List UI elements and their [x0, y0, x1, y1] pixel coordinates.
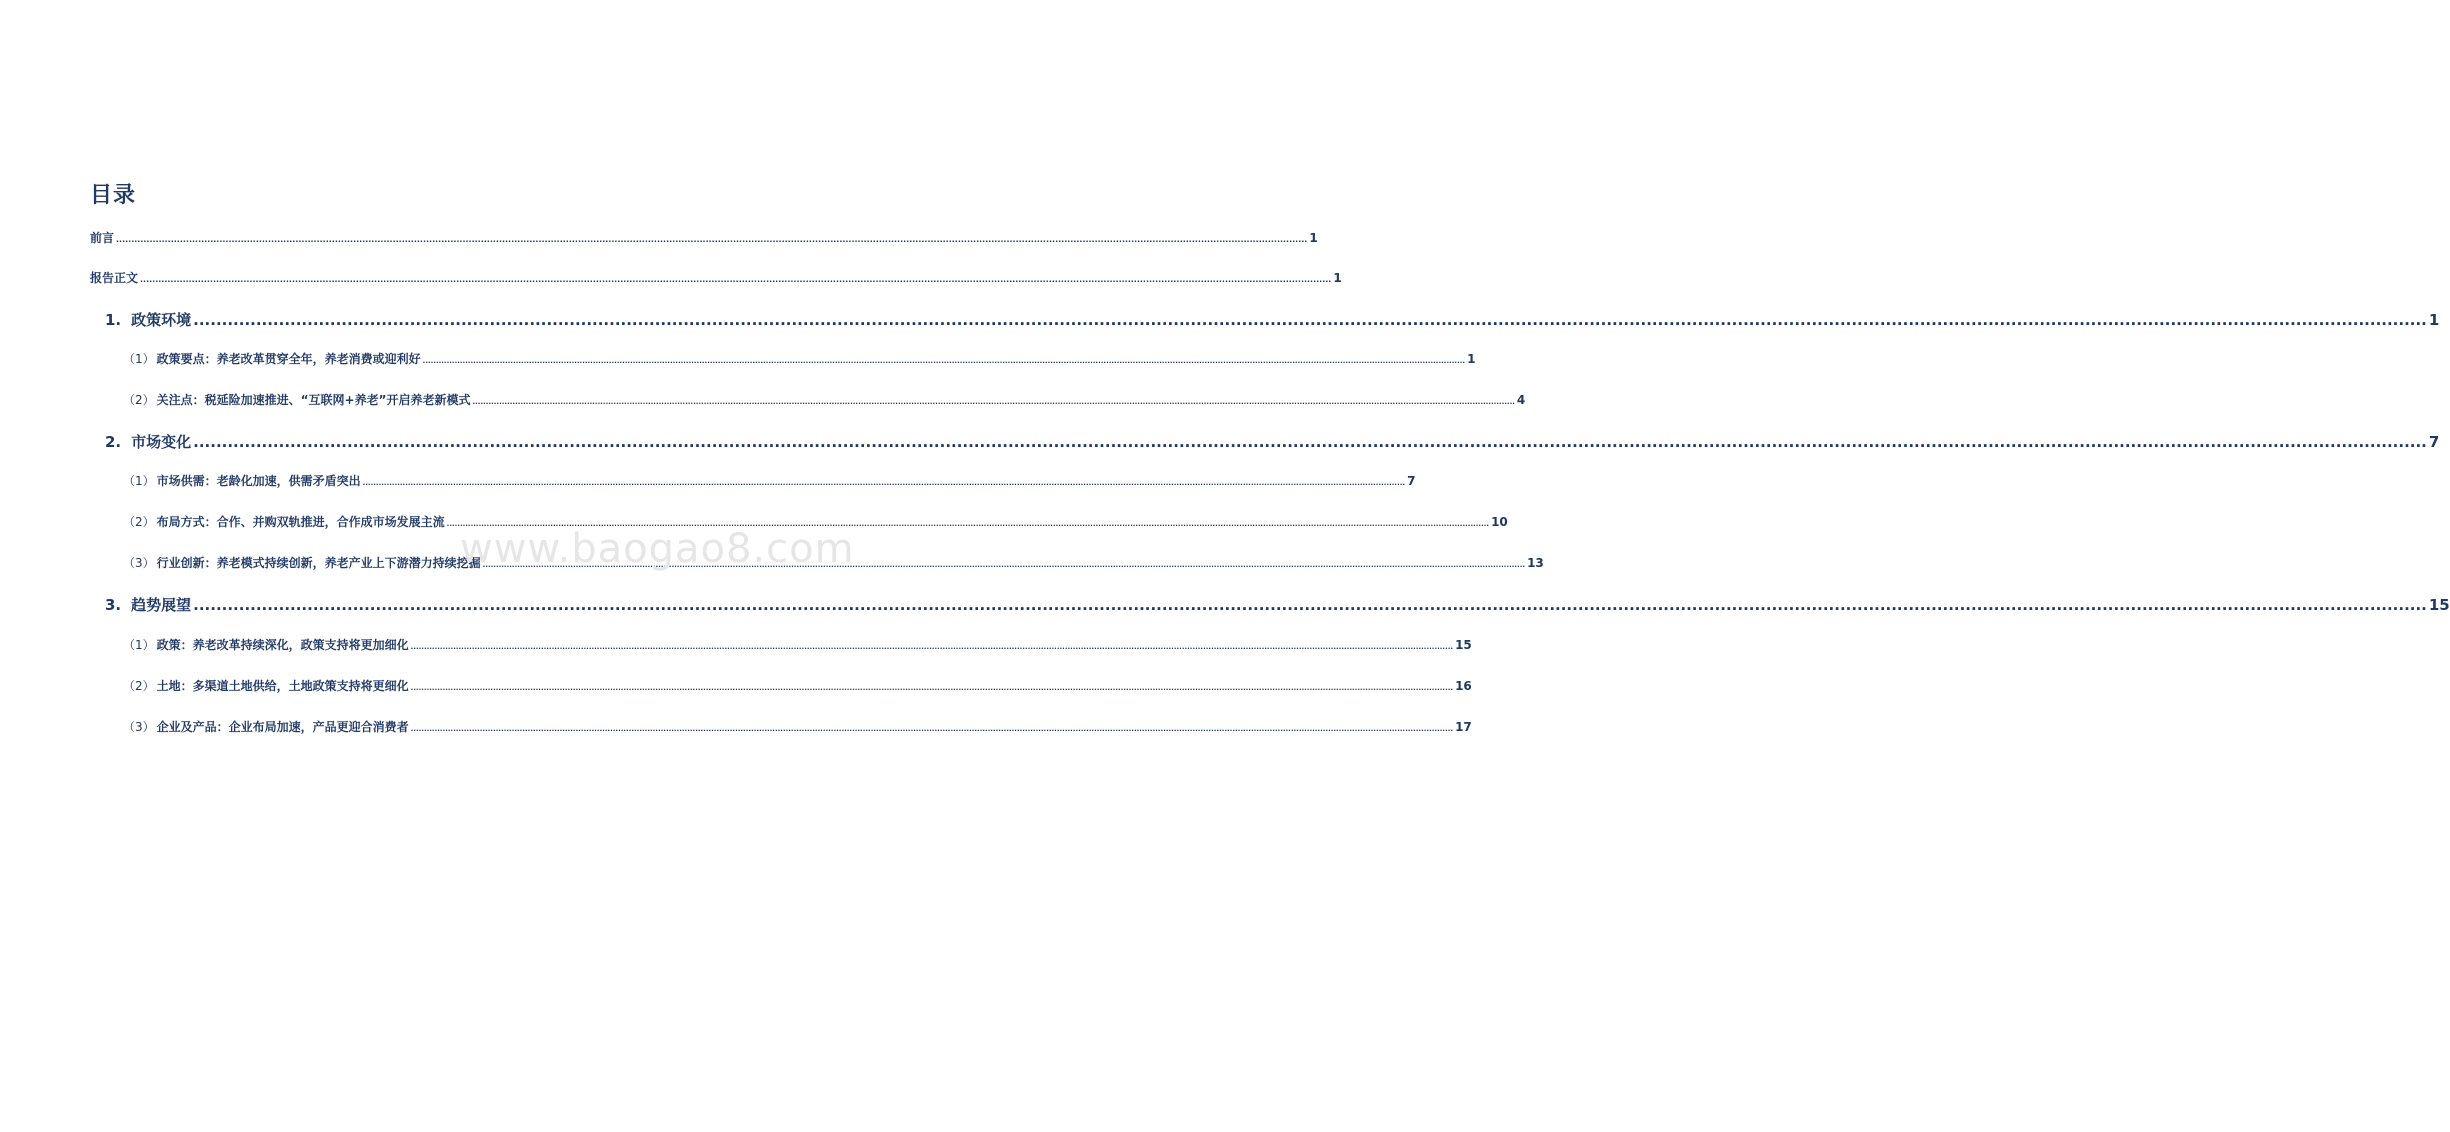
- toc-leader-dots: [363, 479, 1405, 487]
- toc-subsection-number: （1）: [123, 638, 155, 652]
- toc-leader-dots: [193, 433, 2427, 451]
- toc-leader-dots: [411, 684, 1453, 692]
- toc-title: 目录: [90, 183, 137, 208]
- toc-page-number: 15: [2428, 596, 2450, 614]
- toc-entry-label: 前言: [90, 231, 115, 245]
- toc-subsection-number: （2）: [123, 515, 155, 529]
- toc-entry-label: 行业创新：养老模式持续创新，养老产业上下游潜力持续挖掘: [156, 556, 481, 570]
- toc-page-number: 15: [1455, 638, 1472, 652]
- toc-page-number: 10: [1491, 515, 1508, 529]
- toc-entry-label: 政策：养老改革持续深化，政策支持将更加细化: [156, 638, 409, 652]
- toc-leader-dots: [423, 357, 1465, 365]
- toc-entry-section-2[interactable]: [105, 431, 2440, 452]
- toc-entry-3-1[interactable]: [123, 636, 1472, 653]
- toc-leader-dots: [193, 311, 2427, 329]
- toc-leader-dots: [116, 235, 1307, 244]
- toc-entry-report-body[interactable]: [90, 269, 1342, 286]
- toc-entry-1-2[interactable]: [123, 391, 1526, 408]
- toc-leader-dots: [411, 643, 1453, 651]
- toc-page-number: 1: [1309, 231, 1318, 245]
- toc-entry-label: 市场变化: [131, 433, 192, 451]
- toc-page-number: 1: [1333, 271, 1342, 285]
- toc-entry-label: 政策环境: [131, 311, 192, 329]
- toc-entry-label: 政策要点：养老改革贯穿全年，养老消费或迎利好: [156, 352, 421, 366]
- toc-section-number: 1.: [105, 311, 122, 329]
- toc-subsection-number: （2）: [123, 679, 155, 693]
- toc-page-number: 16: [1455, 679, 1472, 693]
- toc-entry-label: 趋势展望: [131, 596, 192, 614]
- toc-page-number: 7: [2428, 433, 2440, 451]
- toc-leader-dots: [140, 275, 1331, 284]
- toc-section-number: 2.: [105, 433, 122, 451]
- toc-entry-label: 布局方式：合作、并购双轨推进，合作成市场发展主流: [156, 515, 445, 529]
- toc-subsection-number: （3）: [123, 720, 155, 734]
- toc-entry-section-1[interactable]: [105, 309, 2440, 330]
- toc-entry-2-1[interactable]: [123, 472, 1416, 489]
- toc-page-number: 17: [1455, 720, 1472, 734]
- toc-leader-dots: [411, 725, 1453, 733]
- toc-subsection-number: （2）: [123, 393, 155, 407]
- watermark: www.baogao8.com: [460, 526, 855, 572]
- toc-subsection-number: （1）: [123, 352, 155, 366]
- toc-page-number: 4: [1516, 393, 1526, 407]
- toc-section-number: 3.: [105, 596, 122, 614]
- toc-entry-label: 企业及产品：企业布局加速，产品更迎合消费者: [156, 720, 409, 734]
- toc-entry-section-3[interactable]: [105, 594, 2450, 615]
- toc-page-number: 13: [1527, 556, 1544, 570]
- toc-entry-preface[interactable]: [90, 229, 1318, 246]
- toc-entry-label: 关注点：税延险加速推进、“互联网+养老”开启养老新模式: [156, 393, 471, 407]
- toc-subsection-number: （1）: [123, 474, 155, 488]
- toc-entry-label: 报告正文: [90, 271, 139, 285]
- toc-page-number: 1: [1467, 352, 1476, 366]
- toc-page-number: 1: [2428, 311, 2440, 329]
- toc-entry-1-1[interactable]: [123, 350, 1476, 367]
- toc-leader-dots: [193, 596, 2427, 614]
- toc-page-number: 7: [1407, 474, 1416, 488]
- toc-entry-3-2[interactable]: [123, 677, 1472, 694]
- toc-entry-label: 市场供需：老龄化加速，供需矛盾突出: [156, 474, 361, 488]
- toc-subsection-number: （3）: [123, 556, 155, 570]
- toc-leader-dots: [472, 398, 1514, 406]
- toc-entry-3-3[interactable]: [123, 718, 1472, 735]
- toc-entry-label: 土地：多渠道土地供给，土地政策支持将更细化: [156, 679, 409, 693]
